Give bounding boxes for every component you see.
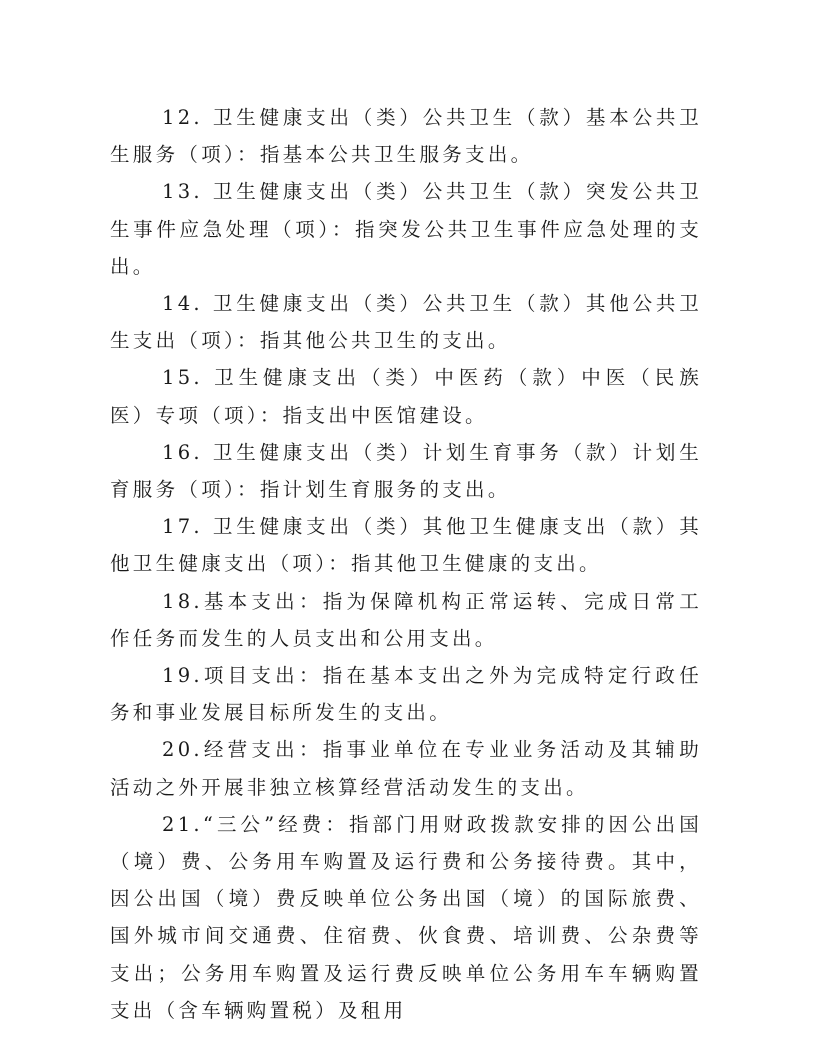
paragraph-item-16: 16. 卫生健康支出（类）计划生育事务（款）计划生育服务（项）：指计划生育服务的支出。 bbox=[110, 440, 702, 502]
paragraph-item-15: 15. 卫生健康支出（类）中医药（款）中医（民族医）专项（项）：指支出中医馆建设。 bbox=[110, 366, 702, 427]
paragraph-item-20: 20.经营支出：指事业单位在专业业务活动及其辅助活动之外开展非独立核算经营活动发生的支出。 bbox=[110, 738, 702, 799]
paragraph-item-12: 12. 卫生健康支出（类）公共卫生（款）基本公共卫生服务（项）：指基本公共卫生服务支出。 bbox=[110, 106, 702, 167]
paragraph-item-18: 18.基本支出：指为保障机构正常运转、完成日常工作任务而发生的人员支出和公用支出。 bbox=[110, 589, 702, 650]
paragraph-item-14: 14. 卫生健康支出（类）公共卫生（款）其他公共卫生支出（项）：指其他公共卫生的支出。 bbox=[110, 292, 702, 353]
paragraph-item-17: 17. 卫生健康支出（类）其他卫生健康支出（款）其他卫生健康支出（项）：指其他卫生健康的支出。 bbox=[110, 515, 702, 576]
paragraph-item-21: 21.“三公”经费：指部门用财政拨款安排的因公出国（境）费、公务用车购置及运行费和公务接待费。其中，因公出国（境）费反映单位公务出国（境）的国际旅费、国外城市间交通费、住宿费、伙食费、培训费、公杂费等支出；公务用车购置及运行费反映单位公务用车车辆购置支出（含车辆购置税）及租用 bbox=[110, 812, 702, 1022]
paragraph-item-19: 19.项目支出：指在基本支出之外为完成特定行政任务和事业发展目标所发生的支出。 bbox=[110, 664, 702, 725]
document-body bbox=[110, 99, 702, 1029]
paragraph-item-13: 13. 卫生健康支出（类）公共卫生（款）突发公共卫生事件应急处理（项）：指突发公共卫生事件应急处理的支出。 bbox=[110, 180, 702, 278]
